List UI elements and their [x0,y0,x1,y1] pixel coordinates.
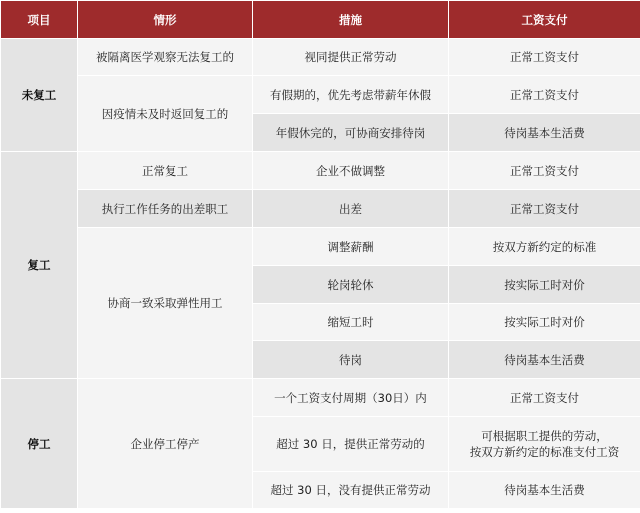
situation-cell: 企业停工停产 [78,379,253,509]
measure-cell: 一个工资支付周期（30日）内 [253,379,449,417]
table-body [1,39,640,509]
situation-cell: 执行工作任务的出差职工 [78,190,253,228]
table-row [1,379,640,417]
payment-cell: 按实际工时对价 [449,304,640,341]
measure-cell: 企业不做调整 [253,152,449,190]
payment-cell: 待岗基本生活费 [449,341,640,379]
measure-cell: 轮岗轮休 [253,266,449,304]
measure-cell: 调整薪酬 [253,228,449,266]
payment-cell: 正常工资支付 [449,379,640,417]
header-measure: 措施 [253,1,449,39]
payment-cell: 待岗基本生活费 [449,114,640,152]
header-payment: 工资支付 [449,1,640,39]
table-row [1,152,640,190]
table-row [1,76,640,114]
payment-cell: 按双方新约定的标准 [449,228,640,266]
measure-cell: 缩短工时 [253,304,449,341]
payment-line: 按双方新约定的标准支付工资 [469,445,620,459]
table-row [1,228,640,266]
payment-cell: 正常工资支付 [449,39,640,76]
header-situation: 情形 [78,1,253,39]
situation-cell: 被隔离医学观察无法复工的 [78,39,253,76]
payment-cell-multiline [449,417,640,472]
payment-line: 可根据职工提供的劳动， [481,429,608,443]
measure-cell: 超过 30 日，提供正常劳动的 [253,417,449,472]
category-not-returned: 未复工 [1,39,78,152]
payment-cell: 正常工资支付 [449,190,640,228]
situation-cell: 正常复工 [78,152,253,190]
category-returned: 复工 [1,152,78,379]
measure-cell: 视同提供正常劳动 [253,39,449,76]
situation-cell: 因疫情未及时返回复工的 [78,76,253,152]
measure-cell: 年假休完的，可协商安排待岗 [253,114,449,152]
table-row [1,190,640,228]
measure-cell: 待岗 [253,341,449,379]
payment-cell: 待岗基本生活费 [449,472,640,509]
table-row [1,39,640,76]
category-suspended: 停工 [1,379,78,509]
situation-cell: 协商一致采取弹性用工 [78,228,253,379]
table-header [1,1,640,39]
header-row [1,1,640,39]
measure-cell: 超过 30 日，没有提供正常劳动 [253,472,449,509]
payment-cell: 正常工资支付 [449,152,640,190]
header-project: 项目 [1,1,78,39]
payment-cell: 正常工资支付 [449,76,640,114]
measure-cell: 出差 [253,190,449,228]
payment-cell: 按实际工时对价 [449,266,640,304]
measure-cell: 有假期的，优先考虑带薪年休假 [253,76,449,114]
